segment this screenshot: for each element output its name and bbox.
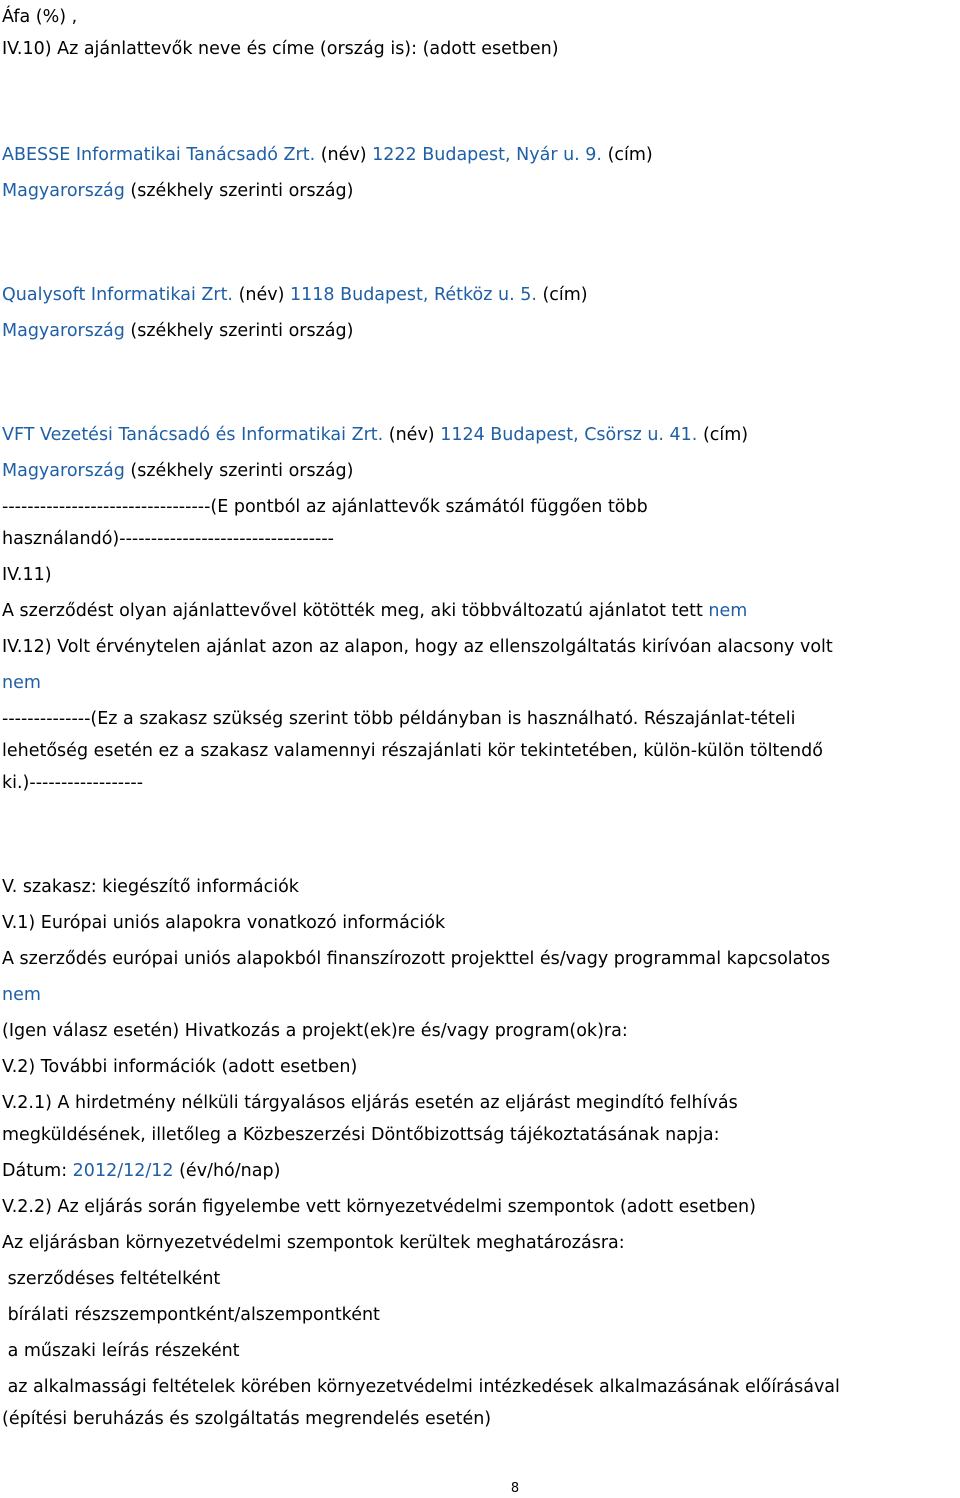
iv11-heading: IV.11): [2, 565, 52, 585]
country-label: (székhely szerinti ország): [124, 461, 354, 481]
contractor-2-address: 1118 Budapest, Rétköz u. 5.: [290, 285, 537, 305]
contractor-3-country: Magyarország: [2, 461, 125, 481]
name-label: (név): [233, 285, 290, 305]
date-format: (év/hó/nap): [173, 1161, 281, 1181]
contractor-2-country-line: [2, 320, 353, 342]
separator-line: ---------------------------------(E pontból az ajánlattevők számától függően több: [2, 497, 648, 517]
iv11-question-text: A szerződést olyan ajánlattevővel kötötték meg, aki többváltozatú ajánlatot tett: [2, 601, 709, 621]
name-label: (név): [315, 145, 373, 165]
env-option: bírálati részszempontként/alszempontként: [2, 1305, 380, 1325]
env-option-continued: (építési beruházás és szolgáltatás megrendelés esetén): [2, 1409, 492, 1429]
country-label: (székhely szerinti ország): [124, 181, 354, 201]
contractor-1-name: ABESSE Informatikai Tanácsadó Zrt.: [2, 145, 316, 165]
name-label: (név): [383, 425, 441, 445]
v1-answer: nem: [2, 985, 41, 1005]
iv12-question: IV.12) Volt érvénytelen ajánlat azon az alapon, hogy az ellenszolgáltatás kirívóan alacsony volt: [2, 637, 833, 657]
contractor-1-address: 1222 Budapest, Nyár u. 9.: [372, 145, 602, 165]
iv10-heading: IV.10) Az ajánlattevők neve és címe (ország is): (adott esetben): [2, 39, 559, 59]
iv11-answer: nem: [708, 601, 748, 621]
v21-line: megküldésének, illetőleg a Közbeszerzési Döntőbizottság tájékoztatásának napja:: [2, 1125, 720, 1145]
date-line: [2, 1160, 280, 1182]
date-label: Dátum:: [2, 1161, 73, 1181]
v1-heading: V.1) Európai uniós alapokra vonatkozó információk: [2, 913, 446, 933]
contractor-2-line: [2, 284, 588, 306]
afa-line: Áfa (%) ,: [2, 7, 78, 27]
contractor-3-name: VFT Vezetési Tanácsadó és Informatikai Zrt.: [2, 425, 384, 445]
v22-heading: V.2.2) Az eljárás során figyelembe vett környezetvédelmi szempontok (adott esetben): [2, 1197, 756, 1217]
iv12-answer: nem: [2, 673, 41, 693]
separator-line: --------------(Ez a szakasz szükség szerint több példányban is használható. Részajánlat-tételi: [2, 709, 796, 729]
contractor-1-country: Magyarország: [2, 181, 125, 201]
address-label: (cím): [536, 285, 588, 305]
contractor-3-line: [2, 424, 748, 446]
contractor-2-name: Qualysoft Informatikai Zrt.: [2, 285, 233, 305]
contractor-3-address: 1124 Budapest, Csörsz u. 41.: [440, 425, 698, 445]
iv11-question: [2, 600, 747, 622]
contractor-3-country-line: [2, 460, 353, 482]
contractor-1-line: [2, 144, 653, 166]
v21-line: V.2.1) A hirdetmény nélküli tárgyalásos eljárás esetén az eljárást megindító felhívás: [2, 1093, 738, 1113]
address-label: (cím): [697, 425, 749, 445]
env-option: szerződéses feltételként: [2, 1269, 221, 1289]
v1-question: A szerződés európai uniós alapokból finanszírozott projekttel és/vagy programmal kapcsolatos: [2, 949, 831, 969]
env-option: az alkalmassági feltételek körében környezetvédelmi intézkedések alkalmazásának előírásával: [2, 1377, 840, 1397]
country-label: (székhely szerinti ország): [124, 321, 354, 341]
v1-reference: (Igen válasz esetén) Hivatkozás a projekt(ek)re és/vagy program(ok)ra:: [2, 1021, 628, 1041]
contractor-2-country: Magyarország: [2, 321, 125, 341]
v2-heading: V.2) További információk (adott esetben): [2, 1057, 358, 1077]
date-value: 2012/12/12: [72, 1161, 174, 1181]
separator-line: ki.)------------------: [2, 773, 144, 793]
separator-line: használandó)----------------------------------: [2, 529, 334, 549]
env-option: a műszaki leírás részeként: [2, 1341, 240, 1361]
page-number: 8: [510, 1481, 520, 1496]
separator-line: lehetőség esetén ez a szakasz valamennyi részajánlati kör tekintetében, külön-külön töltendő: [2, 741, 823, 761]
section-v-title: V. szakasz: kiegészítő információk: [2, 877, 299, 897]
contractor-1-country-line: [2, 180, 353, 202]
env-question: Az eljárásban környezetvédelmi szempontok kerültek meghatározásra:: [2, 1233, 625, 1253]
address-label: (cím): [602, 145, 653, 165]
